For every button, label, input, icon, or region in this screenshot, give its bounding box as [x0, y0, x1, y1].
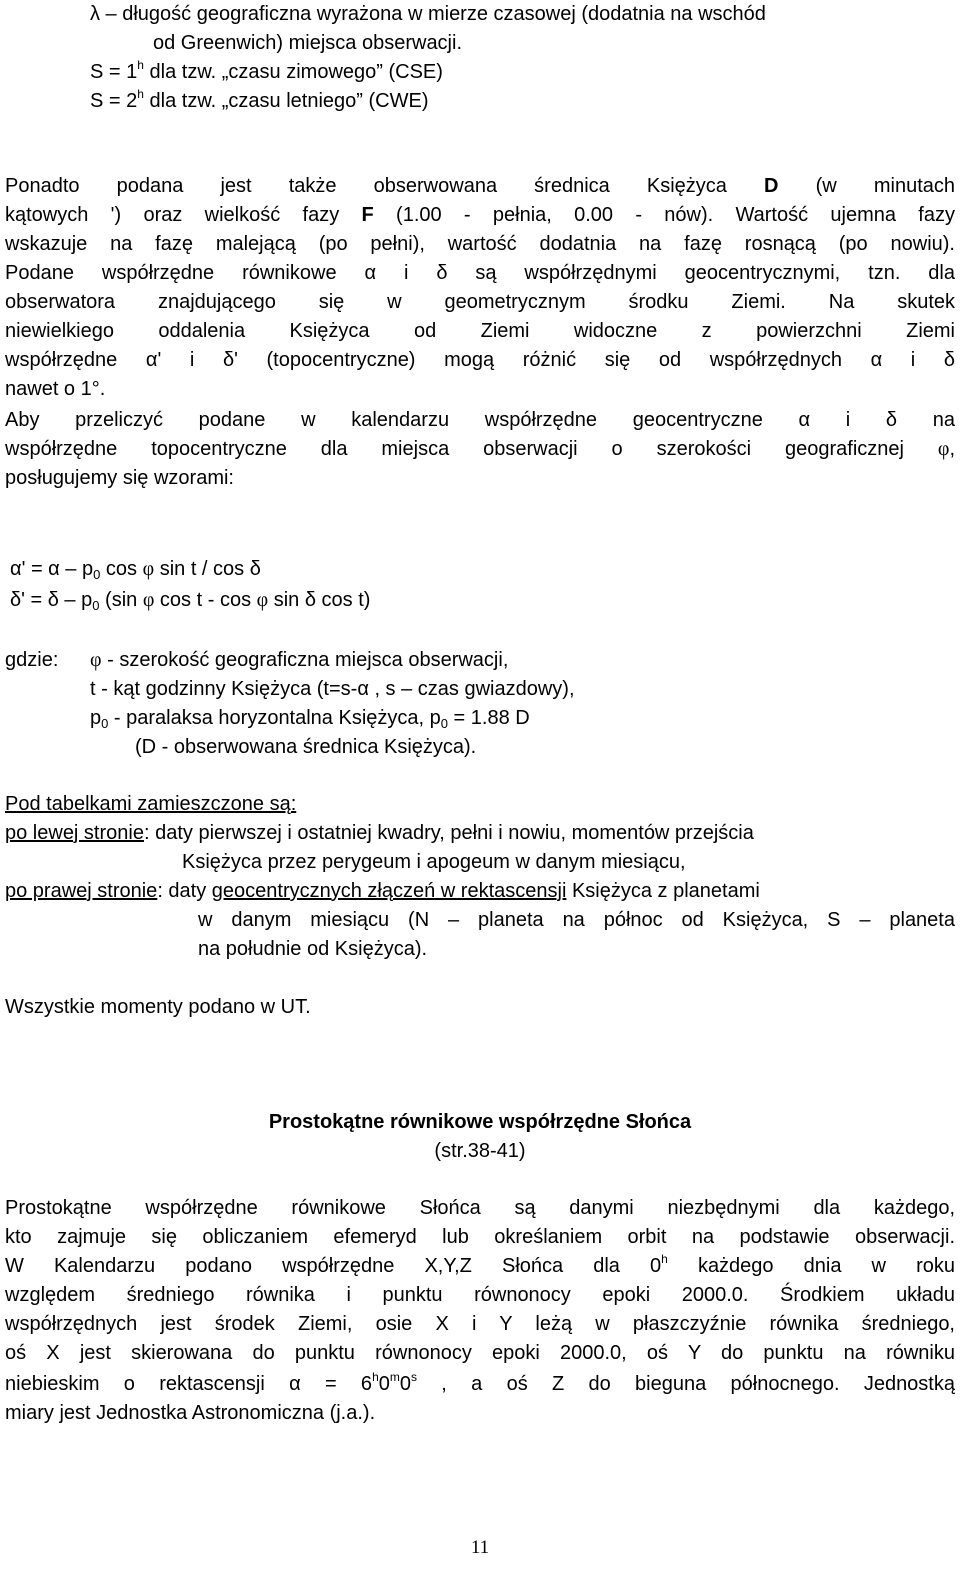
left-side-line: Księżyca przez perygeum i apogeum w danym miesiącu,	[182, 851, 686, 873]
paragraph-line: kto zajmuje się obliczaniem efemeryd lub określaniem orbit na podstawie obserwacji.	[5, 1226, 955, 1248]
paragraph-line: posługujemy się wzorami:	[5, 467, 234, 489]
right-side-line: w danym miesiącu (N – planeta na północ od Księżyca, S – planeta	[198, 909, 955, 931]
right-side-line: po prawej stronie: daty geocentrycznych złączeń w rektascensji Księżyca z planetami	[5, 880, 760, 902]
paragraph-line: współrzędne α' i δ' (topocentryczne) mogą różnić się od współrzędnych α i δ	[5, 349, 955, 371]
ut-note: Wszystkie momenty podano w UT.	[5, 996, 311, 1018]
section-title: Prostokątne równikowe współrzędne Słońca	[268, 1111, 692, 1133]
paragraph-line: wskazuje na fazę malejącą (po pełni), wartość dodatnia na fazę rosnącą (po nowiu).	[5, 233, 955, 255]
where-line: φ - szerokość geograficzna miejsca obserwacji,	[90, 649, 509, 671]
paragraph-line: oś X jest skierowana do punktu równonocy epoki 2000.0, oś Y do punktu na równiku	[5, 1342, 955, 1364]
paragraph-line: względem średniego równika i punktu równonocy epoki 2000.0. Środkiem układu	[5, 1284, 955, 1306]
where-line: t - kąt godzinny Księżyca (t=s-α , s – czas gwiazdowy),	[90, 678, 575, 700]
paragraph-line: Podane współrzędne równikowe α i δ są współrzędnymi geocentrycznymi, tzn. dla	[5, 262, 955, 284]
paragraph-line: współrzędne topocentryczne dla miejsca obserwacji o szerokości geograficznej φ,	[5, 438, 955, 460]
paragraph-line: kątowych ') oraz wielkość fazy F (1.00 - pełnia, 0.00 - nów). Wartość ujemna fazy	[5, 204, 955, 226]
paragraph-line: Prostokątne współrzędne równikowe Słońca są danymi niezbędnymi dla każdego,	[5, 1197, 955, 1219]
paragraph-line: Aby przeliczyć podane w kalendarzu współrzędne geocentryczne α i δ na	[5, 409, 955, 431]
paragraph-line: W Kalendarzu podano współrzędne X,Y,Z Słońca dla 0$^h$ każdego dnia w roku	[5, 1252, 956, 1277]
paragraph-line: współrzędnych jest środek Ziemi, osie X i Y leżą w płaszczyźnie równika średniego,	[5, 1313, 955, 1335]
text-line: $S = 1^h$ dla tzw. „czasu zimowego” (CSE)	[90, 58, 443, 83]
paragraph-line: niewielkiego oddalenia Księżyca od Ziemi widoczne z powierzchni Ziemi	[5, 320, 955, 342]
text-line: od Greenwich) miejsca obserwacji.	[153, 32, 463, 54]
right-side-line: na południe od Księżyca).	[198, 938, 428, 960]
tables-heading: Pod tabelkami zamieszczone są:	[5, 793, 297, 815]
left-side-line: po lewej stronie: daty pierwszej i ostatniej kwadry, pełni i nowiu, momentów przejścia	[5, 822, 754, 844]
where-line: (D - obserwowana średnica Księżyca).	[135, 736, 477, 758]
paragraph-line: nawet o 1°.	[5, 378, 106, 400]
formula-alpha: $\alpha' = \alpha - p_0$ cos φ sin t / cos δ	[10, 558, 261, 582]
text-line: λ – długość geograficzna wyrażona w mierze czasowej (dodatnia na wschód	[90, 3, 766, 25]
page-number: 11	[470, 1537, 490, 1558]
paragraph-line: Ponadto podana jest także obserwowana średnica Księżyca D (w minutach	[5, 175, 955, 197]
where-label: gdzie:	[5, 649, 59, 671]
text-line: $S = 2^h$ dla tzw. „czasu letniego” (CWE)	[90, 87, 429, 112]
where-line: $p_0$ - paralaksa horyzontalna Księżyca, $p_0 = 1.88$ D	[90, 707, 530, 731]
paragraph-line: miary jest Jednostka Astronomiczna (j.a.).	[5, 1402, 376, 1424]
paragraph-line: obserwatora znajdującego się w geometrycznym środku Ziemi. Na skutek	[5, 291, 955, 313]
paragraph-line: niebieskim o rektascensji $\alpha = 6^h0^m0^s$ , a oś Z do bieguna północnego. Jednostką	[5, 1370, 955, 1395]
section-pages: (str.38-41)	[434, 1140, 526, 1162]
formula-delta: $\delta' = \delta - p_0$ (sin φ cos t - cos φ sin δ cos t)	[10, 589, 371, 613]
